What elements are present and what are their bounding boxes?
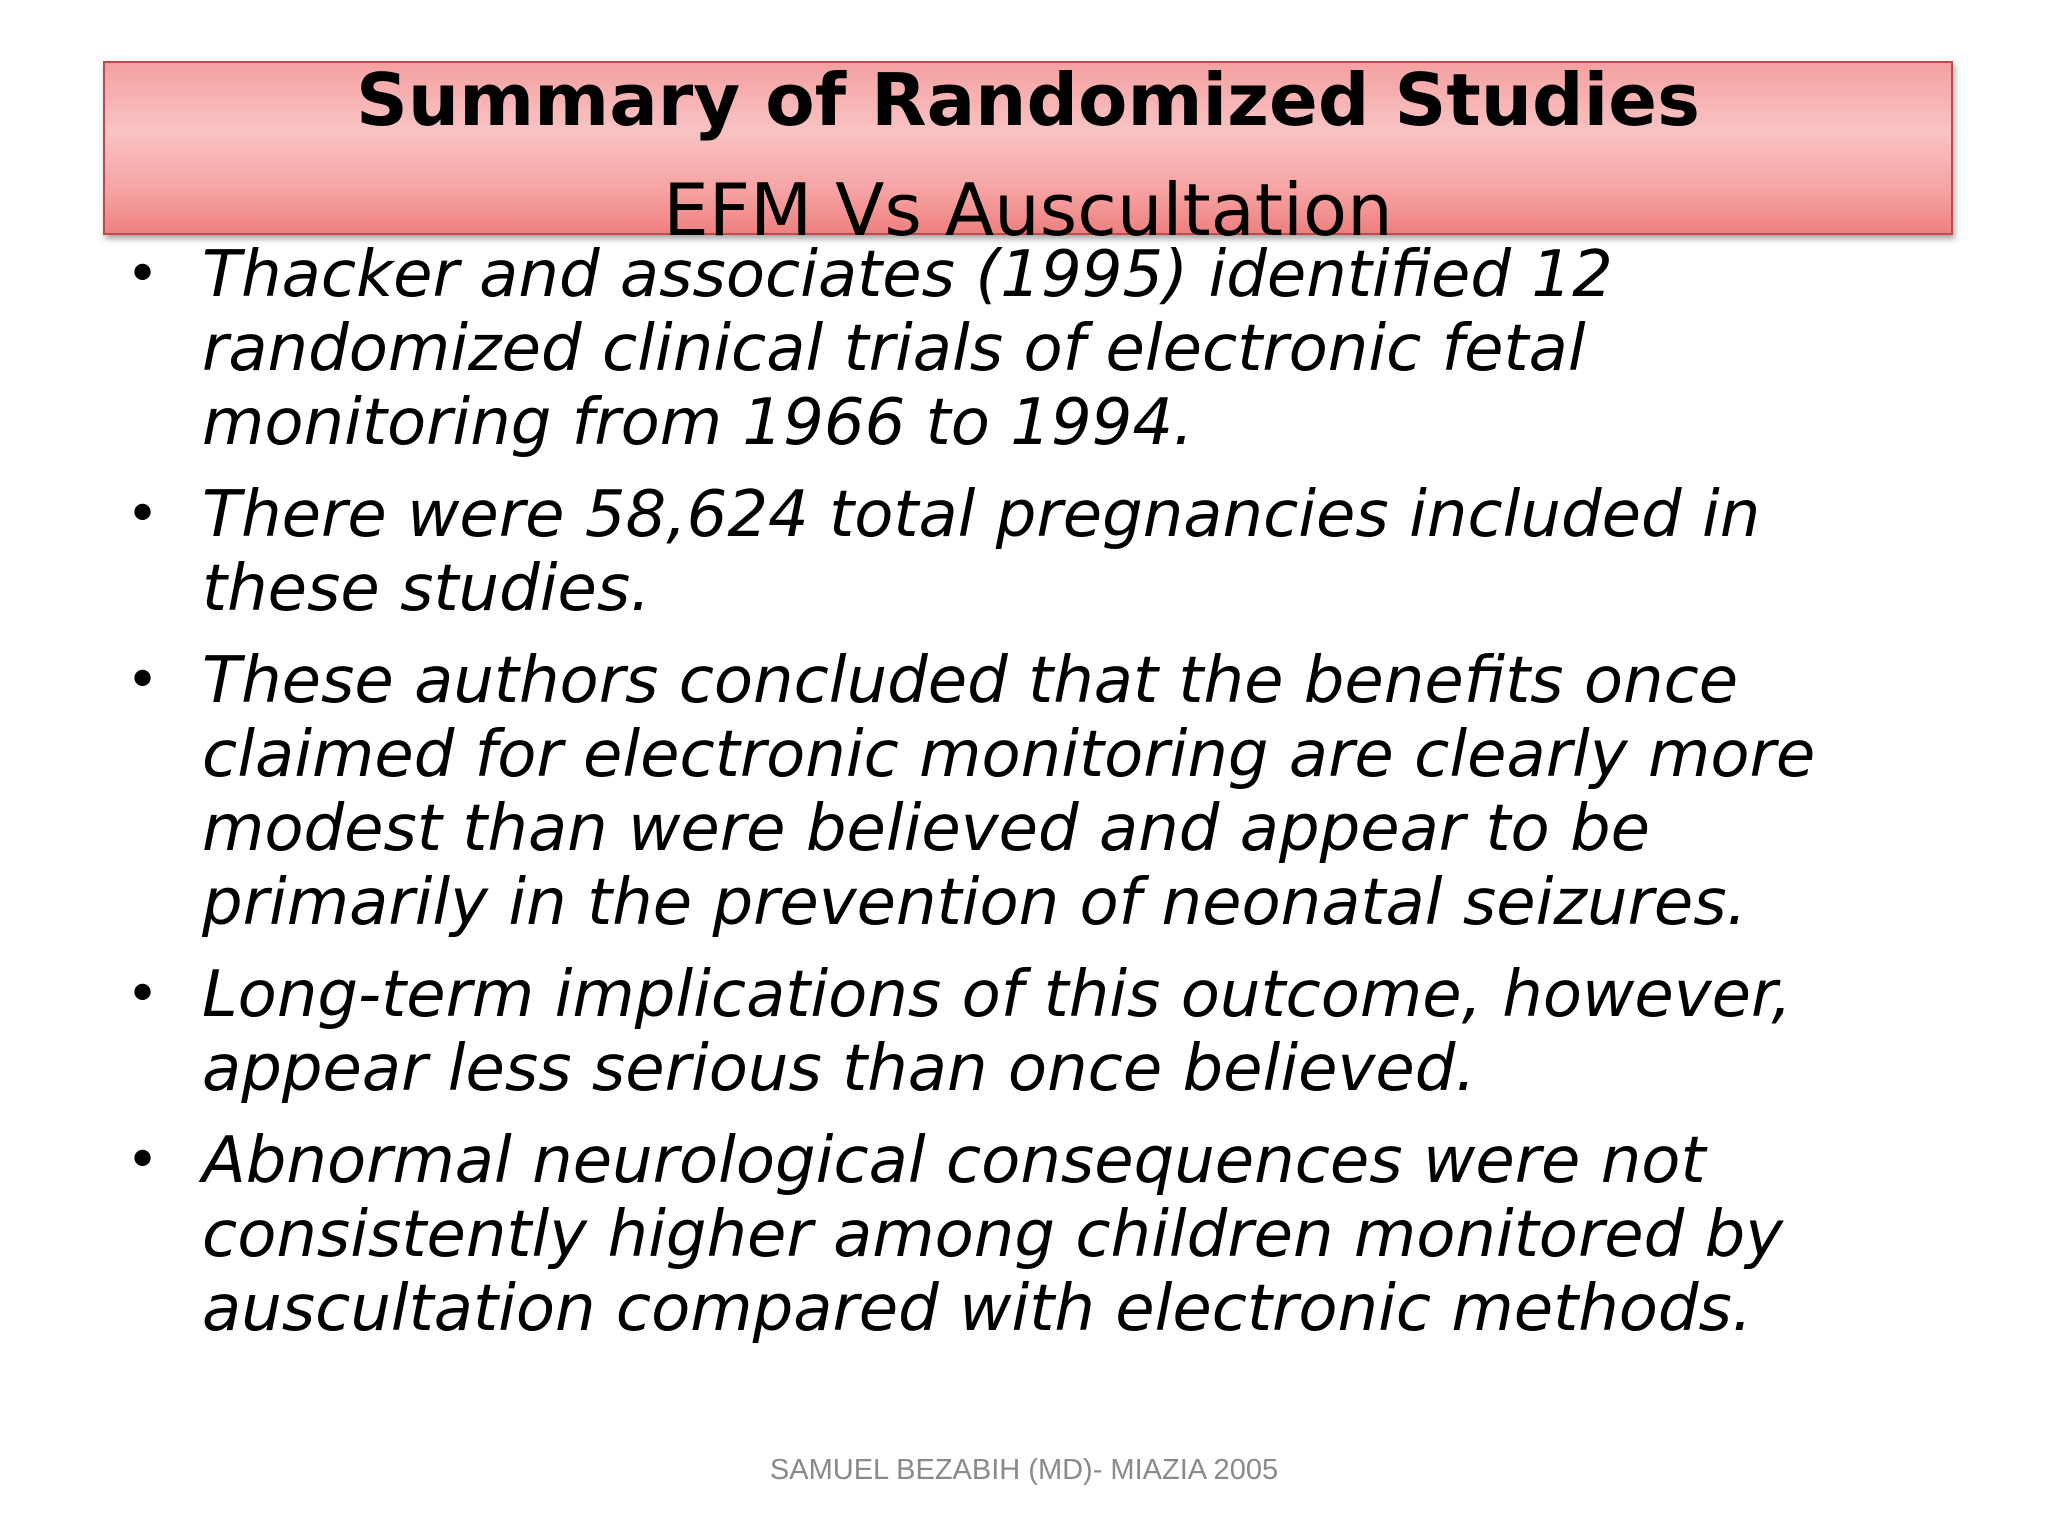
bullet-text: There were 58,624 total pregnancies included in these studies.	[202, 478, 1761, 626]
bullet-item	[120, 1124, 1920, 1346]
bullet-item	[120, 478, 1920, 626]
bullet-list	[120, 238, 1920, 1364]
bullet-text: Long-term implications of this outcome, however, appear less serious than once believed.	[202, 958, 1792, 1106]
bullet-text: These authors concluded that the benefits once claimed for electronic monitoring are clearly more modest than were believed and appear to be primarily in the prevention of neonatal seizures.	[202, 644, 1816, 940]
bullet-item	[120, 238, 1920, 460]
bullet-text: Thacker and associates (1995) identified 12 randomized clinical trials of electronic fetal monitoring from 1966 to 1994.	[202, 238, 1613, 460]
bullet-dot-icon: •	[126, 482, 160, 547]
slide-title: Summary of Randomized Studies	[356, 58, 1700, 142]
slide-subtitle: EFM Vs Auscultation	[663, 168, 1393, 252]
bullet-dot-icon: •	[126, 648, 160, 713]
slide-footer: SAMUEL BEZABIH (MD)- MIAZIA 2005	[769, 1454, 1279, 1486]
bullet-dot-icon: •	[126, 1128, 160, 1193]
bullet-text: Abnormal neurological consequences were not consistently higher among children monitored by auscultation compared with electronic methods.	[202, 1124, 1784, 1346]
bullet-dot-icon: •	[126, 242, 160, 307]
bullet-item	[120, 958, 1920, 1106]
bullet-item	[120, 644, 1920, 940]
bullet-dot-icon: •	[126, 962, 160, 1027]
